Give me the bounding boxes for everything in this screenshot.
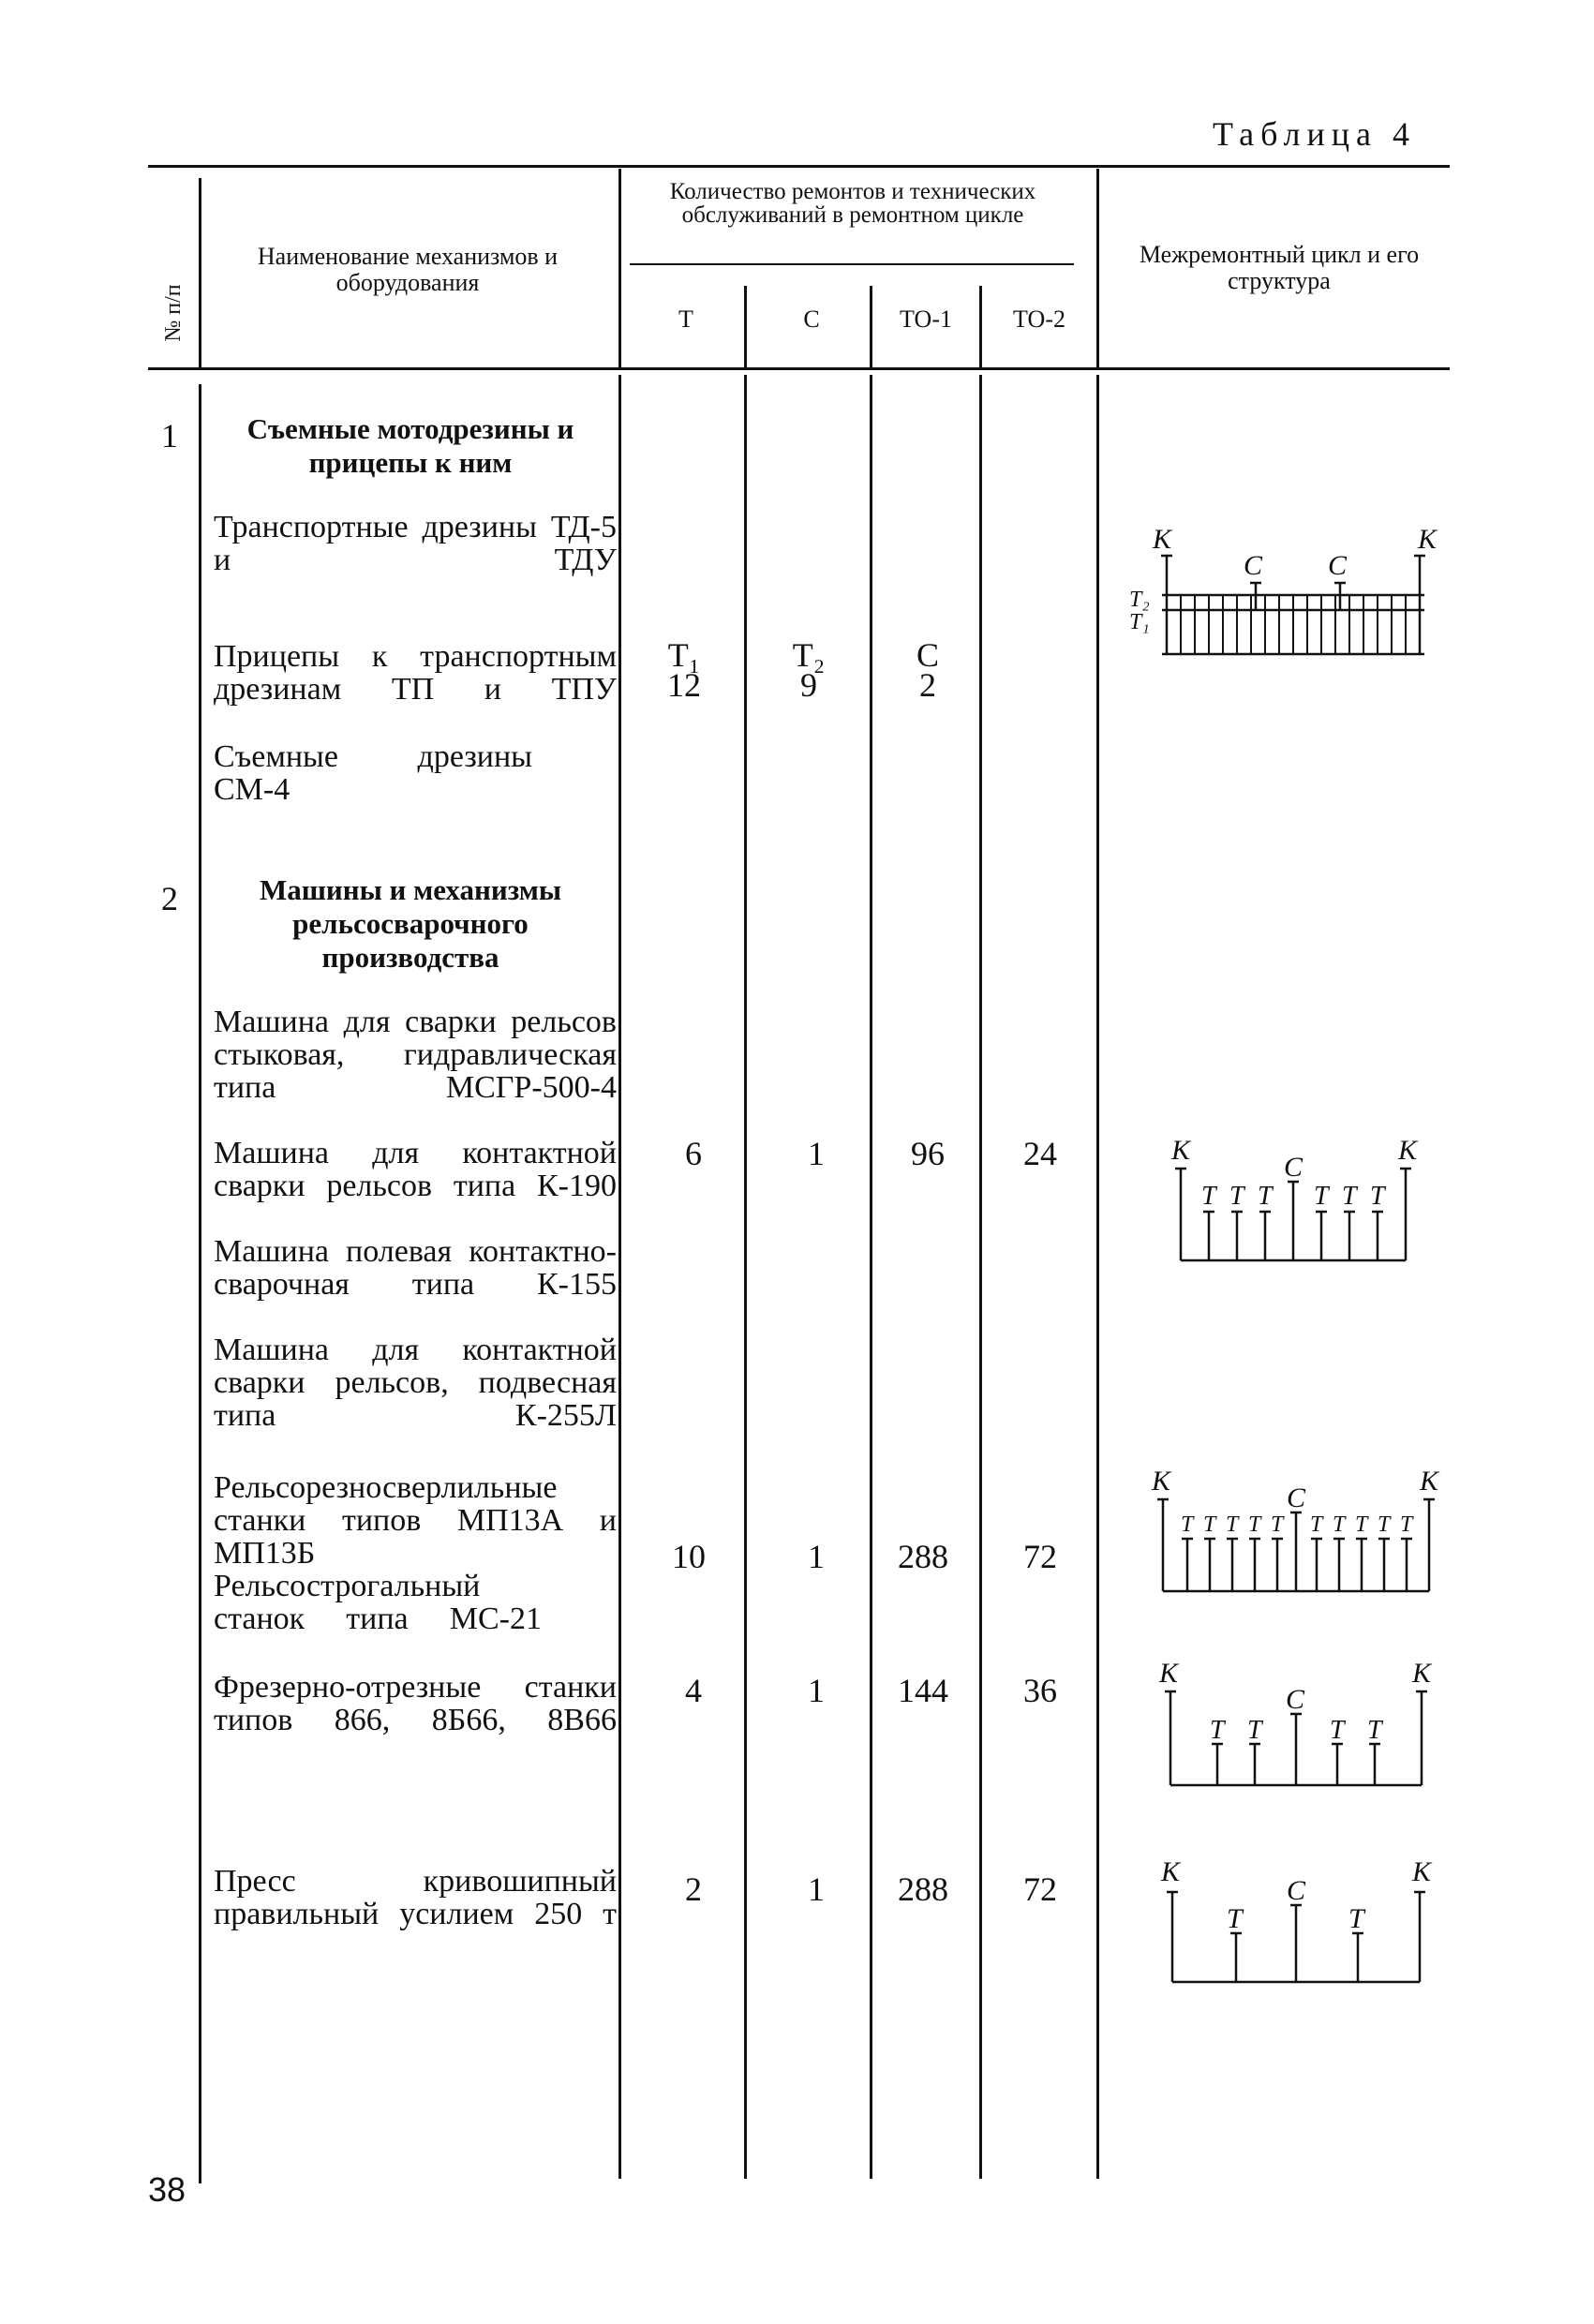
row-4-c: 1 — [808, 1672, 825, 1709]
section-1-title: Съемные мотодрезины и прицепы к ним — [246, 412, 574, 479]
d3-t-label: Т — [1355, 1512, 1368, 1537]
header-t: Т — [678, 305, 693, 333]
d2-t-label: Т — [1370, 1182, 1385, 1211]
page-number: 38 — [148, 2170, 186, 2209]
row-2-name-2: Машина для контактной сварки рельсов типа К-190 — [214, 1136, 617, 1203]
d3-t-label: Т — [1310, 1512, 1323, 1537]
subheader-rule — [630, 263, 1074, 265]
d2-k-right: К — [1398, 1135, 1417, 1166]
row-1-t: Т₁ 12 — [667, 636, 701, 704]
header-num: № п/п — [161, 284, 186, 342]
d1-c-1: С — [1244, 550, 1263, 581]
d2-c: С — [1284, 1152, 1304, 1183]
row-1-name-1: Транспортные дрезины ТД-5 и ТДУ — [214, 510, 617, 577]
row-4-to2: 36 — [1023, 1672, 1057, 1709]
d5-k-left: К — [1161, 1856, 1180, 1887]
d3-c: С — [1287, 1482, 1306, 1513]
row-1-name-3: Съемные дрезины СМ-4 — [214, 739, 532, 807]
d3-t-label: Т — [1248, 1512, 1261, 1537]
section-2-num: 2 — [161, 880, 178, 917]
d2-t-label: Т — [1258, 1182, 1273, 1211]
d4-t-label: Т — [1210, 1716, 1225, 1745]
d1-c-2: С — [1328, 550, 1348, 581]
row-2-to2: 24 — [1023, 1135, 1057, 1172]
header-c: С — [803, 305, 820, 333]
row-5-name-1: Пресс кривошипный правильный усилием 250 т — [214, 1864, 617, 1931]
row-3-c: 1 — [808, 1538, 825, 1575]
row-2-t: 6 — [685, 1135, 702, 1172]
row-5-t: 2 — [685, 1870, 702, 1908]
row-2-name-4: Машина для контактной сварки рельсов, подвесная типа К-255Л — [214, 1333, 617, 1433]
d3-t-label: Т — [1378, 1512, 1391, 1537]
d2-t-label: Т — [1314, 1182, 1329, 1211]
row-1-to1: С 2 — [916, 636, 939, 704]
d4-k-left: К — [1159, 1658, 1178, 1689]
d5-k-right: К — [1412, 1856, 1431, 1887]
header-cycle: Межремонтный цикл и его структура — [1139, 241, 1420, 294]
cycle-diagram-2 — [1162, 1129, 1424, 1270]
d2-k-left: К — [1171, 1135, 1190, 1166]
row-2-to1: 96 — [911, 1135, 945, 1172]
d3-k-left: К — [1152, 1466, 1170, 1497]
cycle-diagram-3 — [1148, 1460, 1448, 1601]
table-caption: Таблица 4 — [1213, 115, 1416, 153]
col-line-6 — [1096, 169, 1099, 368]
header-to1: ТО-1 — [900, 305, 952, 333]
d3-t-label: Т — [1271, 1512, 1284, 1537]
d2-t-label: Т — [1201, 1182, 1216, 1211]
d5-t-2: Т — [1348, 1903, 1364, 1934]
d3-t-label: Т — [1203, 1512, 1216, 1537]
body-line-6 — [1096, 375, 1099, 2179]
section-1-num: 1 — [161, 417, 178, 454]
cycle-diagram-1 — [1120, 520, 1438, 670]
row-3-name-2: Рельсострогальный станок типа МС-21 — [214, 1569, 542, 1636]
d4-t-label: Т — [1330, 1716, 1345, 1745]
row-1-c: Т₂ 9 — [792, 636, 826, 704]
row-4-t: 4 — [685, 1672, 702, 1709]
col-line-1 — [199, 178, 201, 368]
row-2-name-1: Машина для сварки рельсов стыковая, гидравлическая типа МСГР-500-4 — [214, 1005, 617, 1105]
d4-t-label: Т — [1247, 1716, 1262, 1745]
d3-k-right: К — [1420, 1466, 1438, 1497]
row-3-t: 10 — [672, 1538, 706, 1575]
d1-t2: T₂ — [1129, 588, 1150, 612]
header-rule — [148, 367, 1450, 370]
row-5-to1: 288 — [898, 1870, 948, 1908]
header-name: Наименование механизмов и оборудования — [257, 243, 559, 296]
body-line-1 — [199, 384, 201, 2183]
row-2-name-3: Машина полевая контактно-сварочная типа К-155 — [214, 1234, 617, 1302]
row-3-to1: 288 — [898, 1538, 948, 1575]
row-4-name-1: Фрезерно-отрезные станки типов 866, 8Б66, 8В66 — [214, 1670, 617, 1737]
row-5-to2: 72 — [1023, 1870, 1057, 1908]
section-2-title: Машины и механизмы рельсосварочного производства — [259, 873, 562, 974]
row-3-name-1: Рельсорезносверлильные станки типов МП13А и МП13Б — [214, 1470, 617, 1571]
d4-k-right: К — [1412, 1658, 1431, 1689]
body-line-5 — [979, 375, 982, 2179]
d4-t-label: Т — [1367, 1716, 1382, 1745]
body-line-2 — [618, 375, 621, 2179]
cycle-diagram-4 — [1157, 1654, 1438, 1795]
d5-t-1: Т — [1227, 1903, 1243, 1934]
cycle-diagram-5 — [1157, 1851, 1438, 1996]
d1-k-right: К — [1418, 524, 1437, 555]
d1-t1: T₁ — [1129, 610, 1150, 634]
d3-t-label: Т — [1181, 1512, 1194, 1537]
header-to2: ТО-2 — [1013, 305, 1065, 333]
d3-t-label: Т — [1226, 1512, 1239, 1537]
d5-c: С — [1287, 1875, 1306, 1906]
d3-t-label: Т — [1333, 1512, 1346, 1537]
d4-c: С — [1286, 1684, 1305, 1715]
header-count-group: Количество ремонтов и технических обслуживаний в ремонтном цикле — [669, 179, 1036, 228]
col-line-3 — [744, 286, 747, 368]
d2-t-label: Т — [1229, 1182, 1244, 1211]
row-4-to1: 144 — [898, 1672, 948, 1709]
row-2-c: 1 — [808, 1135, 825, 1172]
row-5-c: 1 — [808, 1870, 825, 1908]
d3-t-label: Т — [1400, 1512, 1413, 1537]
col-line-2 — [618, 169, 621, 368]
d1-k-left: К — [1153, 524, 1171, 555]
top-rule — [148, 165, 1450, 168]
row-3-to2: 72 — [1023, 1538, 1057, 1575]
d2-t-label: Т — [1342, 1182, 1357, 1211]
row-1-name-2: Прицепы к транспортным дрезинам ТП и ТПУ — [214, 639, 617, 707]
